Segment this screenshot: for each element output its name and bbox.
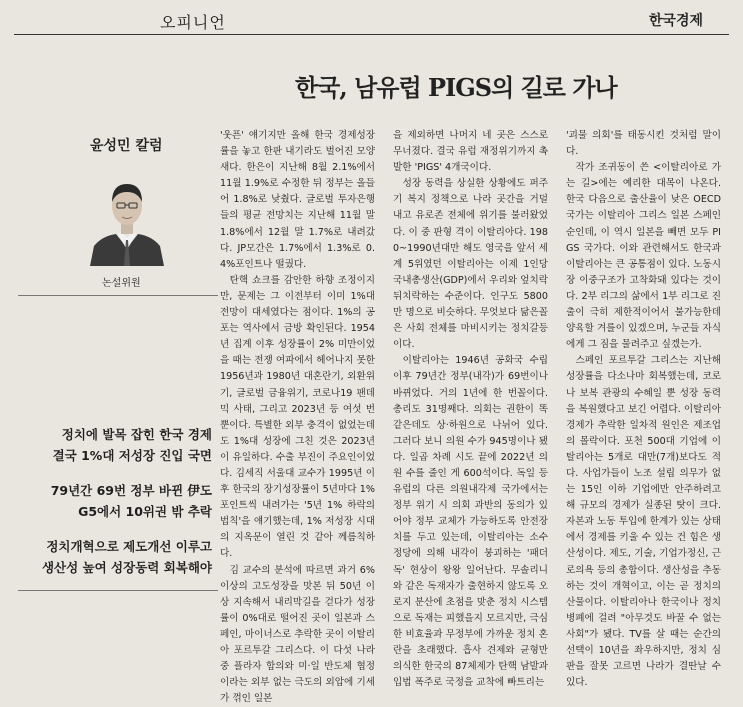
newspaper-brand: 한국경제 bbox=[648, 13, 703, 29]
divider-rule bbox=[18, 590, 218, 591]
article-paragraph: 탄핵 쇼크를 감안한 하향 조정이지만, 문제는 그 이전부터 이미 1%대 전망이 대세였다는 점이다. 1%의 공포는 역사에서 금방 확인된다. 1954년 집계 이후 성장률이 2% 미만이었을 때는 전쟁 여파에서 헤어나지 못한 1956년과 1980년 대혼란기, 외환위기, 글로벌 금융위기, 코로나19 팬데믹 사태, 그리고 2023년 등 여섯 번뿐이다. 특별한 외부 충격이 없었는데도 1%대 성장에 그친 것은 2023년이 유일하다. 수출 부진이 주요인이었다. 김세직 서울대 교수가 1995년 이후 한국의 장기성장률이 5년마다 1%포인트씩 내려가는 '5년 1% 하락의 법칙'을 얘기했는데, 1% 저성장 시대의 지옥문이 열린 것 같아 께름칙하다. bbox=[220, 274, 375, 560]
article-paragraph: '웃픈' 얘기지만 올해 한국 경제성장률을 놓고 한판 내기라도 벌어진 모양새다. 한은이 지난해 8월 2.1%에서 11월 1.9%로 수정한 뒤 정부는 올들어 1.8%로 낮췄다. 글로벌 투자은행들의 평균 전망치는 지난해 11월 말 1.8%에서 12월 말 1.7%로 내려갔다. JP모간은 1.7%에서 1.3%로 0.4%포인트나 떨궜다. bbox=[220, 130, 375, 270]
author-role: 논설위원 bbox=[102, 278, 141, 289]
article-paragraph: 이탈리아는 1946년 공화국 수립 이후 79년간 정부(내각)가 69번이나 바뀌었다. 거의 1년에 한 번꼴이다. 총리도 31명째다. 의회는 권한이 똑같은데도 상·하원으로 나뉘어 있다. 그러다 보니 의원 수가 945명이나 됐다. 일곱 차례 시도 끝에 2022년 의원 수를 줄인 게 600석이다. 독일 등 유럽의 다른 의원내각제 국가에서는 정부 위기 시 의회 과반의 동의가 있어야 정부 교체가 가능하도록 안전장치를 두고 있는데, 이탈리아는 소수 정당에 의해 내각이 붕괴하는 '패더독' 현상이 왕왕 일어난다. 무솔리니와 같은 독재자가 출현하지 않도록 오로지 분산에 초점을 맞춘 정치 시스템으로 독재는 피했을지 모르지만, 극심한 비효율과 무정부에 가까운 정치 혼란을 초래했다. 흡사 견제와 균형만 의식한 한국의 87체제가 탄핵 남발과 입법 폭주로 국정을 교착에 빠트리는 bbox=[393, 355, 548, 689]
divider-rule bbox=[18, 295, 218, 296]
article-headline: 한국, 남유럽 PIGS의 길로 가나 bbox=[295, 73, 617, 102]
author-photo bbox=[82, 168, 172, 266]
article-paragraph: 김 교수의 분석에 따르면 과거 6% 이상의 고도성장을 맛본 뒤 50년 이상 지속해서 내리막길을 걷다가 성장률이 0%대로 떨어진 곳이 일본과 스페인, 마이너스로 추락한 곳이 이탈리아 포르투갈 그리스다. 이 다섯 나라 중 플라자 합의와 미·일 반도체 협정이라는 외부 없는 극도의 외압에 기세가 꺾인 일본 bbox=[220, 564, 375, 705]
subheading: 79년간 69번 정부 바뀐 伊도 G5에서 10위권 밖 추락 bbox=[50, 483, 212, 519]
article-paragraph: '괴물 의회'를 태동시킨 것처럼 말이다. bbox=[566, 130, 721, 158]
section-label: 오피니언 bbox=[160, 13, 226, 32]
article-paragraph: 을 제외하면 나머지 네 곳은 스스로 무너졌다. 결국 유럽 재정위기까지 촉발한 'PIGS' 4개국이다. bbox=[393, 130, 548, 174]
subheading: 정치개혁으로 제도개선 이루고 생산성 높여 성장동력 회복해야 bbox=[41, 539, 212, 575]
article-paragraph: 성장 동력을 상실한 상황에도 퍼주기 복지 정책으로 나라 곳간을 거덜 내고 유로존 전체에 위기를 불러왔었다. 이 중 판형 격이 이탈리아다. 1980~1990년대만 해도 영국을 앞서 세계 5위였던 이탈리아는 이제 1인당 국내총생산(GDP)에서 우리와 엎치락뒤치락하는 수준이다. 인구도 5800만 명으로 비슷하다. 무엇보다 닮은꼴은 사회 전체를 마비시키는 정치갈등이다. bbox=[393, 178, 548, 351]
article-column-1 bbox=[220, 128, 375, 705]
article-column-2 bbox=[393, 128, 548, 689]
article-paragraph: 작가 조귀동이 쓴 <이탈리아로 가는 길>에는 예리한 대목이 나온다. 한국 다음으로 출산율이 낮은 OECD 국가는 이탈리아 그리스 일본 스페인 순인데, 이 역시 일본을 빼면 모두 PIGS 국가다. 이와 관련해서도 한국과 이탈리아는 큰 공통점이 있다. 노동시장 이중구조가 고착화돼 있다는 것이다. 2부 리그의 삶에서 1부 리그로 진출이 극히 제한적이어서 불가능한데 양육할 겨를이 있겠으며, 누군들 자식에게 그 짐을 물려주고 싶겠는가. bbox=[566, 162, 721, 351]
article-column-3 bbox=[566, 128, 721, 689]
header-rule bbox=[14, 34, 729, 35]
article-paragraph: 스페인 포르투갈 그리스는 지난해 성장률을 다소나마 회복했는데, 코로나 보복 관광의 수혜일 뿐 성장 동력을 복원했다고 보긴 어렵다. 이탈리아 경제가 추락한 일차적 원인은 제조업의 몰락이다. 포천 500대 기업에 이탈리아는 5개로 대만(7개)보다도 적다. 사업가들이 노조 설립 의무가 없는 15인 이하 기업에만 안주하려고 해 규모의 경제가 실종된 탓이 크다. 자본과 노동 투입에 한계가 있는 상태에서 경제를 키울 수 있는 건 힘은 생산성이다. 제도, 기술, 기업가정신, 근로의욕 등의 총합이다. 생산성을 추동하는 것이 개혁이고, 이는 곧 정치의 산물이다. 이탈리아나 한국이나 정치 병폐에 걸려 "아무것도 바꿀 수 없는 사회"가 됐다. TV를 살 때는 순간의 선택이 10년을 좌우하지만, 정치 심판을 잘못 고르면 나라가 결딴날 수 있다. bbox=[566, 355, 721, 689]
subheading: 정치에 발목 잡힌 한국 경제 결국 1%대 저성장 진입 국면 bbox=[52, 427, 212, 463]
author-name: 윤성민 칼럼 bbox=[90, 138, 163, 154]
